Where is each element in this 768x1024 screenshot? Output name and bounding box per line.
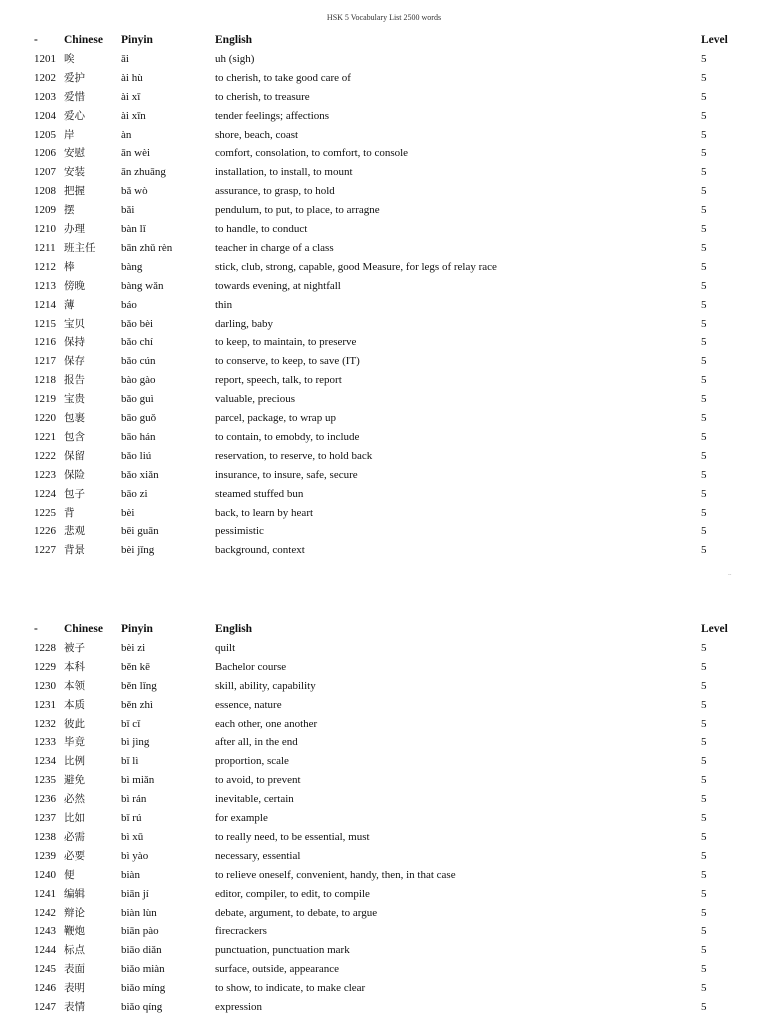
table-row [34,793,734,812]
chinese-word: 悲观 [64,525,85,538]
chinese-word: 保留 [64,449,85,462]
english-meaning: inevitable, certain [215,793,294,806]
entry-number: 1244 [34,944,56,957]
chinese-word: 背 [64,506,75,519]
hsk-level: 5 [701,260,707,273]
table-row [34,525,734,544]
entry-number: 1246 [34,982,56,995]
pinyin: biàn lùn [121,906,157,919]
pinyin: bǎi [121,204,135,217]
entry-number: 1229 [34,660,56,673]
hsk-level: 5 [701,468,707,481]
chinese-word: 表面 [64,963,85,976]
hsk-level: 5 [701,641,707,654]
table-row [34,907,734,926]
chinese-word: 表情 [64,1001,85,1013]
pinyin: bèi [121,506,135,519]
english-meaning: valuable, precious [215,393,296,406]
english-meaning: proportion, scale [215,755,289,768]
hsk-level: 5 [701,660,707,673]
pinyin: bàng [121,260,143,273]
english-meaning: essence, nature [215,698,282,711]
hsk-level: 5 [701,241,707,254]
english-meaning: surface, outside, appearance [215,963,339,976]
entry-number: 1210 [34,223,56,235]
pinyin: ān wèi [121,147,151,160]
chinese-word: 薄 [64,298,75,311]
entry-number: 1225 [34,506,56,519]
english-meaning: stick, club, strong, capable, good Measure, for legs of relay race [215,260,497,273]
pinyin: ài hù [121,71,143,84]
table-row [34,280,734,299]
table-row [34,661,734,680]
english-meaning: debate, argument, to debate, to argue [215,906,378,919]
entry-number: 1211 [34,241,56,254]
pinyin: bǎo cún [121,355,156,368]
hsk-level: 5 [701,544,707,557]
english-meaning: parcel, package, to wrap up [215,412,336,424]
chinese-word: 标点 [64,944,85,957]
hsk-level: 5 [701,204,707,217]
english-meaning: Bachelor course [215,660,287,673]
english-meaning: tender feelings; affections [215,109,330,122]
table-row [34,774,734,793]
pinyin: bǎo guì [121,393,154,406]
table-row [34,469,734,488]
chinese-word: 表明 [64,982,85,995]
table-row [34,393,734,412]
pinyin: bì yào [121,849,149,862]
english-meaning: firecrackers [215,925,267,938]
pinyin: bì jìng [121,736,150,749]
entry-number: 1233 [34,736,56,749]
chinese-word: 本科 [64,660,85,673]
table-row [34,736,734,755]
english-meaning: pendulum, to put, to place, to arragne [215,204,380,217]
chinese-word: 安装 [64,166,85,179]
entry-number: 1204 [34,109,56,122]
entry-number: 1209 [34,204,56,217]
pinyin: bǐ rú [121,812,142,824]
column-header-level: Level [701,34,728,46]
hsk-level: 5 [701,793,707,806]
chinese-word: 保存 [64,355,85,368]
hsk-level: 5 [701,525,707,538]
table-row [34,185,734,204]
table-row [34,831,734,850]
hsk-level: 5 [701,374,707,387]
column-header-english: English [215,34,253,46]
entry-number: 1235 [34,774,56,787]
chinese-word: 背景 [64,544,85,557]
entry-number: 1221 [34,430,56,443]
entry-number: 1240 [34,868,56,881]
chinese-word: 摆 [64,204,75,217]
table-row [34,336,734,355]
english-meaning: necessary, essential [215,849,301,862]
table-row [34,110,734,129]
entry-number: 1214 [34,298,56,311]
english-meaning: to cherish, to take good care of [215,71,351,84]
chinese-word: 爱护 [64,71,85,84]
english-meaning: to keep, to maintain, to preserve [215,336,357,349]
table-row [34,944,734,963]
pinyin: bèi jǐng [121,544,155,557]
entry-number: 1226 [34,525,56,538]
table-row [34,699,734,718]
hsk-level: 5 [701,52,707,65]
entry-number: 1230 [34,679,56,692]
entry-number: 1231 [34,698,56,711]
pinyin: ài xī [121,90,141,103]
pinyin: biān pào [121,925,159,938]
entry-number: 1228 [34,641,56,654]
column-header-pinyin: Pinyin [121,34,153,46]
table-row [34,223,734,242]
hsk-level: 5 [701,147,707,160]
english-meaning: teacher in charge of a class [215,241,334,254]
pinyin: biǎo míng [121,982,166,995]
hsk-level: 5 [701,449,707,462]
entry-number: 1216 [34,336,56,349]
entry-number: 1224 [34,487,56,500]
table-row [34,507,734,526]
table-row [34,129,734,148]
table-row [34,680,734,699]
chinese-word: 必要 [64,849,85,862]
document-title: HSK 5 Vocabulary List 2500 words [326,13,442,22]
pinyin: bèi zi [121,641,146,654]
chinese-word: 被子 [64,641,85,654]
table-row [34,488,734,507]
chinese-word: 必需 [64,830,85,843]
hsk-level: 5 [701,336,707,349]
chinese-word: 比如 [64,812,85,824]
table-row [34,718,734,737]
hsk-level: 5 [701,430,707,443]
column-header-num: - [34,34,38,46]
pinyin: bǎ wò [121,185,148,198]
entry-number: 1238 [34,830,56,843]
table-row [34,982,734,1001]
entry-number: 1207 [34,166,56,179]
hsk-level: 5 [701,679,707,692]
column-header-chinese: Chinese [64,34,103,46]
table-row [34,299,734,318]
english-meaning: steamed stuffed bun [215,487,304,500]
pinyin: bì xū [121,830,144,843]
hsk-level: 5 [701,698,707,711]
entry-number: 1234 [34,755,56,768]
english-meaning: uh (sigh) [215,52,255,65]
english-meaning: to contain, to emobdy, to include [215,430,360,443]
entry-number: 1232 [34,717,56,730]
hsk-level: 5 [701,506,707,519]
entry-number: 1220 [34,412,56,424]
pinyin: biàn [121,868,140,881]
table-row [34,888,734,907]
pinyin: bāo hán [121,430,156,443]
pinyin: báo [121,298,137,311]
english-meaning: skill, ability, capability [215,679,316,692]
entry-number: 1218 [34,374,56,387]
entry-number: 1201 [34,52,56,65]
chinese-word: 安慰 [64,147,85,160]
english-meaning: expression [215,1001,263,1013]
hsk-level: 5 [701,355,707,368]
english-meaning: shore, beach, coast [215,128,299,141]
hsk-level: 5 [701,1001,707,1013]
chinese-word: 必然 [64,793,85,806]
pinyin: bāo guǒ [121,412,157,424]
hsk-level: 5 [701,90,707,103]
chinese-word: 保险 [64,468,85,481]
hsk-level: 5 [701,849,707,862]
table-row [34,850,734,869]
hsk-level: 5 [701,185,707,198]
english-meaning: background, context [215,544,305,557]
chinese-word: 包裹 [64,412,85,424]
chinese-word: 宝贝 [64,317,85,330]
hsk-level: 5 [701,868,707,881]
chinese-word: 傍晚 [64,279,85,292]
english-meaning: towards evening, at nightfall [215,279,341,292]
entry-number: 1212 [34,260,56,273]
entry-number: 1222 [34,449,56,462]
entry-number: 1206 [34,147,56,160]
english-meaning: editor, compiler, to edit, to compile [215,887,370,900]
chinese-word: 包子 [64,487,85,500]
table-row [34,642,734,661]
hsk-level: 5 [701,755,707,768]
entry-number: 1245 [34,963,56,976]
pinyin: bǎo liú [121,449,152,462]
hsk-level: 5 [701,944,707,957]
english-meaning: to handle, to conduct [215,223,308,235]
english-meaning: to conserve, to keep, to save (IT) [215,355,360,368]
english-meaning: for example [215,812,268,824]
pinyin: ān zhuāng [121,166,166,179]
pinyin: běn lǐng [121,679,157,692]
table-row [34,450,734,469]
pinyin: bēi guān [121,525,159,538]
table-row [34,91,734,110]
column-header-chinese: Chinese [64,623,103,635]
hsk-level: 5 [701,963,707,976]
column-header-num: - [34,623,38,635]
entry-number: 1242 [34,906,56,919]
english-meaning: darling, baby [215,317,274,330]
english-meaning: quilt [215,641,236,654]
chinese-word: 辩论 [64,906,85,919]
pinyin: biǎo qíng [121,1001,163,1013]
entry-number: 1247 [34,1001,56,1013]
pinyin: bāo zi [121,487,148,500]
chinese-word: 避免 [64,774,85,787]
table-row [34,147,734,166]
pinyin: bǎo xiǎn [121,468,159,481]
chinese-word: 爱心 [64,109,85,122]
chinese-word: 棒 [64,260,75,273]
entry-number: 1217 [34,355,56,368]
pinyin: běn kē [121,660,151,673]
hsk-level: 5 [701,393,707,406]
entry-number: 1215 [34,317,56,330]
pinyin: bàn lǐ [121,223,146,235]
pinyin: biǎo miàn [121,963,165,976]
hsk-level: 5 [701,412,707,424]
entry-number: 1227 [34,544,56,557]
table-row [34,412,734,431]
chinese-word: 把握 [64,185,85,198]
entry-number: 1219 [34,393,56,406]
pinyin: àn [121,128,132,141]
table-row [34,72,734,91]
hsk-level: 5 [701,317,707,330]
page-number-mark: -- [728,573,732,578]
pinyin: bào gào [121,374,156,387]
table-row [34,204,734,223]
hsk-level: 5 [701,982,707,995]
pinyin: āi [121,52,129,65]
english-meaning: reservation, to reserve, to hold back [215,449,373,462]
entry-number: 1223 [34,468,56,481]
chinese-word: 毕竟 [64,736,85,749]
pinyin: bàng wǎn [121,279,164,292]
table-row [34,1001,734,1020]
entry-number: 1203 [34,90,56,103]
table-row [34,544,734,563]
pinyin: bì rán [121,793,147,806]
column-header-level: Level [701,623,728,635]
pinyin: bǎo bèi [121,317,154,330]
hsk-level: 5 [701,109,707,122]
pinyin: bān zhǔ rèn [121,241,173,254]
english-meaning: back, to learn by heart [215,506,314,519]
chinese-word: 本质 [64,698,85,711]
table-row [34,963,734,982]
english-meaning: report, speech, talk, to report [215,374,342,387]
column-header-english: English [215,623,253,635]
english-meaning: to relieve oneself, convenient, handy, then, in that case [215,868,456,881]
hsk-level: 5 [701,128,707,141]
hsk-level: 5 [701,717,707,730]
english-meaning: installation, to install, to mount [215,166,353,179]
hsk-level: 5 [701,223,707,235]
english-meaning: assurance, to grasp, to hold [215,185,335,198]
hsk-level: 5 [701,279,707,292]
table-row [34,374,734,393]
entry-number: 1202 [34,71,56,84]
chinese-word: 报告 [64,374,85,387]
entry-number: 1237 [34,812,56,824]
entry-number: 1241 [34,887,56,900]
pinyin: běn zhì [121,698,154,711]
hsk-level: 5 [701,830,707,843]
chinese-word: 岸 [64,128,75,141]
table-row [34,261,734,280]
chinese-word: 鞭炮 [64,925,85,938]
hsk-level: 5 [701,166,707,179]
english-meaning: to really need, to be essential, must [215,830,370,843]
entry-number: 1236 [34,793,56,806]
chinese-word: 本领 [64,679,85,692]
table-row [34,869,734,888]
entry-number: 1208 [34,185,56,198]
hsk-level: 5 [701,906,707,919]
chinese-word: 比例 [64,755,85,768]
table-row [34,355,734,374]
chinese-word: 便 [64,868,75,881]
table-header-row [34,623,734,642]
chinese-word: 包含 [64,430,85,443]
table-row [34,755,734,774]
pinyin: bì miǎn [121,774,155,787]
table-row [34,925,734,944]
english-meaning: to avoid, to prevent [215,774,301,787]
hsk-level: 5 [701,487,707,500]
chinese-word: 编辑 [64,887,85,900]
chinese-word: 宝贵 [64,393,85,406]
english-meaning: thin [215,298,233,311]
english-meaning: to show, to indicate, to make clear [215,982,366,995]
english-meaning: each other, one another [215,717,318,730]
hsk-level: 5 [701,887,707,900]
chinese-word: 保持 [64,336,85,349]
table-row [34,53,734,72]
table-header-row [34,34,734,53]
entry-number: 1205 [34,128,56,141]
english-meaning: after all, in the end [215,736,298,749]
english-meaning: pessimistic [215,525,264,538]
table-row [34,431,734,450]
hsk-level: 5 [701,812,707,824]
chinese-word: 爱惜 [64,90,85,103]
entry-number: 1243 [34,925,56,938]
column-header-pinyin: Pinyin [121,623,153,635]
pinyin: bǎo chí [121,336,154,349]
table-row [34,318,734,337]
hsk-level: 5 [701,774,707,787]
pinyin: bǐ cǐ [121,717,141,730]
hsk-level: 5 [701,298,707,311]
chinese-word: 班主任 [64,241,96,254]
english-meaning: punctuation, punctuation mark [215,944,350,957]
hsk-level: 5 [701,736,707,749]
pinyin: ài xīn [121,109,146,122]
entry-number: 1213 [34,279,56,292]
chinese-word: 唉 [64,52,75,65]
pinyin: bǐ lì [121,755,139,768]
pinyin: biāo diǎn [121,944,162,957]
table-row [34,166,734,185]
hsk-level: 5 [701,71,707,84]
english-meaning: insurance, to insure, safe, secure [215,468,358,481]
chinese-word: 办理 [64,223,85,235]
table-row [34,812,734,831]
entry-number: 1239 [34,849,56,862]
chinese-word: 彼此 [64,717,85,730]
table-row [34,242,734,261]
english-meaning: comfort, consolation, to comfort, to console [215,147,409,160]
hsk-level: 5 [701,925,707,938]
pinyin: biān jí [121,887,149,900]
english-meaning: to cherish, to treasure [215,90,310,103]
